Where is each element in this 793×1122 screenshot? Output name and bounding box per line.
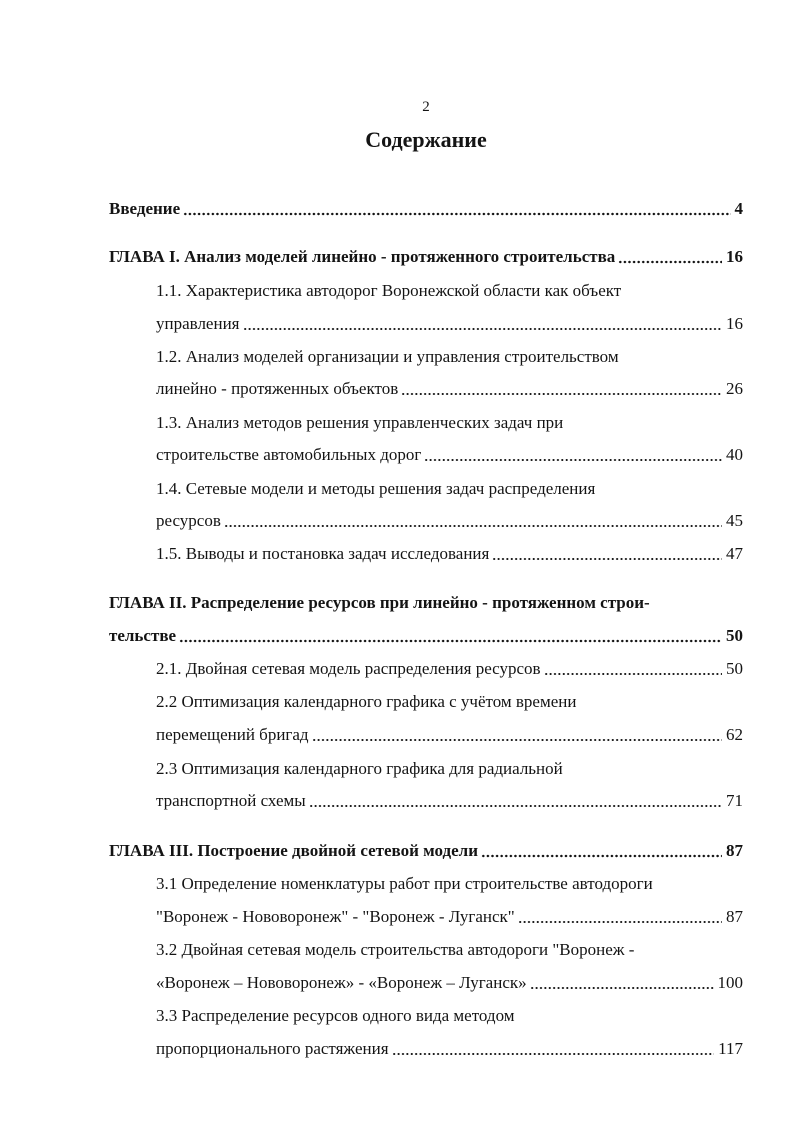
toc-label: управления [156,314,240,333]
toc-page-number: 62 [726,725,743,744]
toc-entry-chapter-3[interactable] [109,840,743,862]
page-title: Содержание [365,127,487,152]
toc-label: 1.4. Сетевые модели и методы решения задач распределения [156,479,596,498]
dot-leader [401,392,722,396]
dot-leader [179,639,722,643]
page-number: 2 [422,99,430,115]
toc-entry-1-4-line2[interactable] [156,510,743,532]
dot-leader [309,804,722,808]
toc-label: ГЛАВА I. Анализ моделей линейно - протяженного строительства [109,247,616,266]
dot-leader [312,738,722,742]
dot-leader [492,557,722,561]
toc-entry-1-2-line1[interactable] [156,346,743,368]
toc-label: ресурсов [156,511,221,530]
toc-page-number: 4 [734,199,743,218]
toc-label: 1.1. Характеристика автодорог Воронежской области как объект [156,281,622,300]
toc-page-number: 71 [726,791,743,810]
toc-page-number: 50 [726,626,743,645]
toc-entry-2-2-line2[interactable] [156,724,743,746]
dot-leader [392,1052,715,1056]
toc-page-number: 16 [726,247,743,266]
toc-page-number: 16 [726,314,743,333]
toc-page-number: 40 [726,445,743,464]
toc-entry-chapter-2-line2[interactable] [109,625,743,647]
toc-page-number: 117 [718,1039,743,1058]
dot-leader [183,212,730,216]
toc-label: ГЛАВА II. Распределение ресурсов при линейно - протяженном строи- [109,593,650,612]
toc-page-number: 45 [726,511,743,530]
toc-label: перемещений бригад [156,725,309,744]
toc-page-number: 87 [726,841,743,860]
toc-entry-3-1-line2[interactable] [156,906,743,928]
dot-leader [618,260,722,264]
toc-entry-1-4-line1[interactable] [156,478,743,500]
toc-entry-1-1-line2[interactable] [156,313,743,335]
dot-leader [530,986,714,990]
toc-entry-1-5[interactable] [156,543,743,565]
dot-leader [481,854,722,858]
toc-label: 2.2 Оптимизация календарного графика с учётом времени [156,692,577,711]
toc-entry-chapter-2-line1[interactable] [109,592,743,614]
toc-label: 1.5. Выводы и постановка задач исследования [156,544,490,563]
toc-label: тельстве [109,626,177,645]
toc-entry-1-1-line1[interactable] [156,280,743,302]
toc-page-number: 26 [726,379,743,398]
toc-entry-1-3-line2[interactable] [156,444,743,466]
dot-leader [224,524,722,528]
toc-entry-3-2-line1[interactable] [156,939,743,961]
toc-label: 1.2. Анализ моделей организации и управления строительством [156,347,619,366]
toc-entry-2-1[interactable] [156,658,743,680]
toc-entry-3-3-line1[interactable] [156,1005,743,1027]
toc-entry-2-3-line1[interactable] [156,758,743,780]
toc-entry-introduction[interactable] [109,198,743,220]
toc-page-number: 87 [726,907,743,926]
dot-leader [544,672,722,676]
toc-label: «Воронеж – Нововоронеж» - «Воронеж – Луганск» [156,973,527,992]
toc-label: 2.1. Двойная сетевая модель распределения ресурсов [156,659,541,678]
toc-page-number: 100 [717,973,743,992]
toc-entry-1-3-line1[interactable] [156,412,743,434]
toc-page-number: 47 [726,544,743,563]
toc-entry-chapter-1[interactable] [109,246,743,268]
toc-label: 3.3 Распределение ресурсов одного вида методом [156,1006,515,1025]
toc-label: ГЛАВА III. Построение двойной сетевой модели [109,841,478,860]
toc-entry-3-3-line2[interactable] [156,1038,743,1060]
toc-label: 3.2 Двойная сетевая модель строительства автодороги "Воронеж - [156,940,635,959]
toc-label: линейно - протяженных объектов [156,379,399,398]
toc-label: Введение [109,199,181,218]
dot-leader [243,327,723,331]
dot-leader [424,458,722,462]
toc-label: строительстве автомобильных дорог [156,445,422,464]
toc-entry-3-2-line2[interactable] [156,972,743,994]
toc-label: пропорционального растяжения [156,1039,389,1058]
toc-entry-1-2-line2[interactable] [156,378,743,400]
toc-page-number: 50 [726,659,743,678]
toc-label: транспортной схемы [156,791,306,810]
toc-label: "Воронеж - Нововоронеж" - "Воронеж - Луганск" [156,907,515,926]
toc-entry-2-3-line2[interactable] [156,790,743,812]
toc-label: 3.1 Определение номенклатуры работ при строительстве автодороги [156,874,653,893]
dot-leader [518,920,722,924]
toc-label: 2.3 Оптимизация календарного графика для радиальной [156,759,563,778]
toc-entry-3-1-line1[interactable] [156,873,743,895]
toc-label: 1.3. Анализ методов решения управленческих задач при [156,413,564,432]
toc-entry-2-2-line1[interactable] [156,691,743,713]
